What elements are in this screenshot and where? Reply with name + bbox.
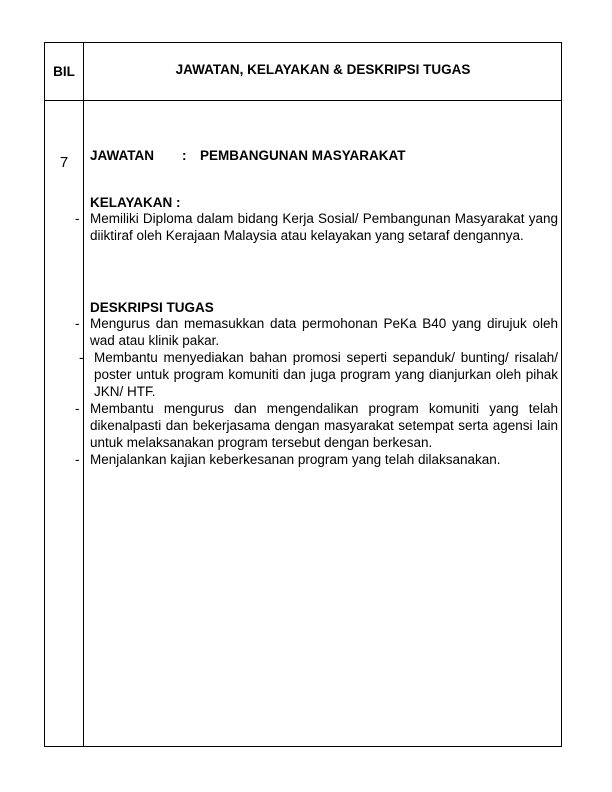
jawatan-label: JAWATAN <box>90 148 154 163</box>
list-item: - Menjalankan kajian keberkesanan program yang telah dilaksanakan. <box>90 451 558 468</box>
header-divider <box>45 100 561 101</box>
header-title: JAWATAN, KELAYAKAN & DESKRIPSI TUGAS <box>175 61 471 77</box>
header-bil: BIL <box>53 64 75 79</box>
list-item: - Memiliki Diploma dalam bidang Kerja Sosial/ Pembangunan Masyarakat yang diiktiraf oleh Kerajaan Malaysia atau kelayakan yang setaraf dengannya. <box>90 210 558 244</box>
kelayakan-heading: KELAYAKAN : <box>90 195 181 210</box>
jawatan-line <box>90 148 558 163</box>
deskripsi-heading: DESKRIPSI TUGAS <box>90 300 214 315</box>
kelayakan-list <box>90 210 558 244</box>
row-number: 7 <box>59 154 69 171</box>
list-item: - Mengurus dan memasukkan data permohonan PeKa B40 yang dirujuk oleh wad atau klinik pakar. <box>90 315 558 349</box>
list-item: - Membantu menyediakan bahan promosi seperti sepanduk/ bunting/ risalah/ poster untuk program komuniti dan juga program yang dianjurkan oleh pihak JKN/ HTF. <box>94 349 558 400</box>
jawatan-value: PEMBANGUNAN MASYARAKAT <box>200 148 406 163</box>
deskripsi-list <box>90 315 558 468</box>
column-divider <box>83 43 84 746</box>
list-item: - Membantu mengurus dan mengendalikan program komuniti yang telah dikenalpasti dan bekerjasama dengan masyarakat setempat serta agensi lain untuk melaksanakan program tersebut dengan berkesan. <box>90 400 558 451</box>
row-content <box>90 148 558 468</box>
jawatan-colon: : <box>182 148 187 163</box>
job-description-table <box>44 42 562 747</box>
